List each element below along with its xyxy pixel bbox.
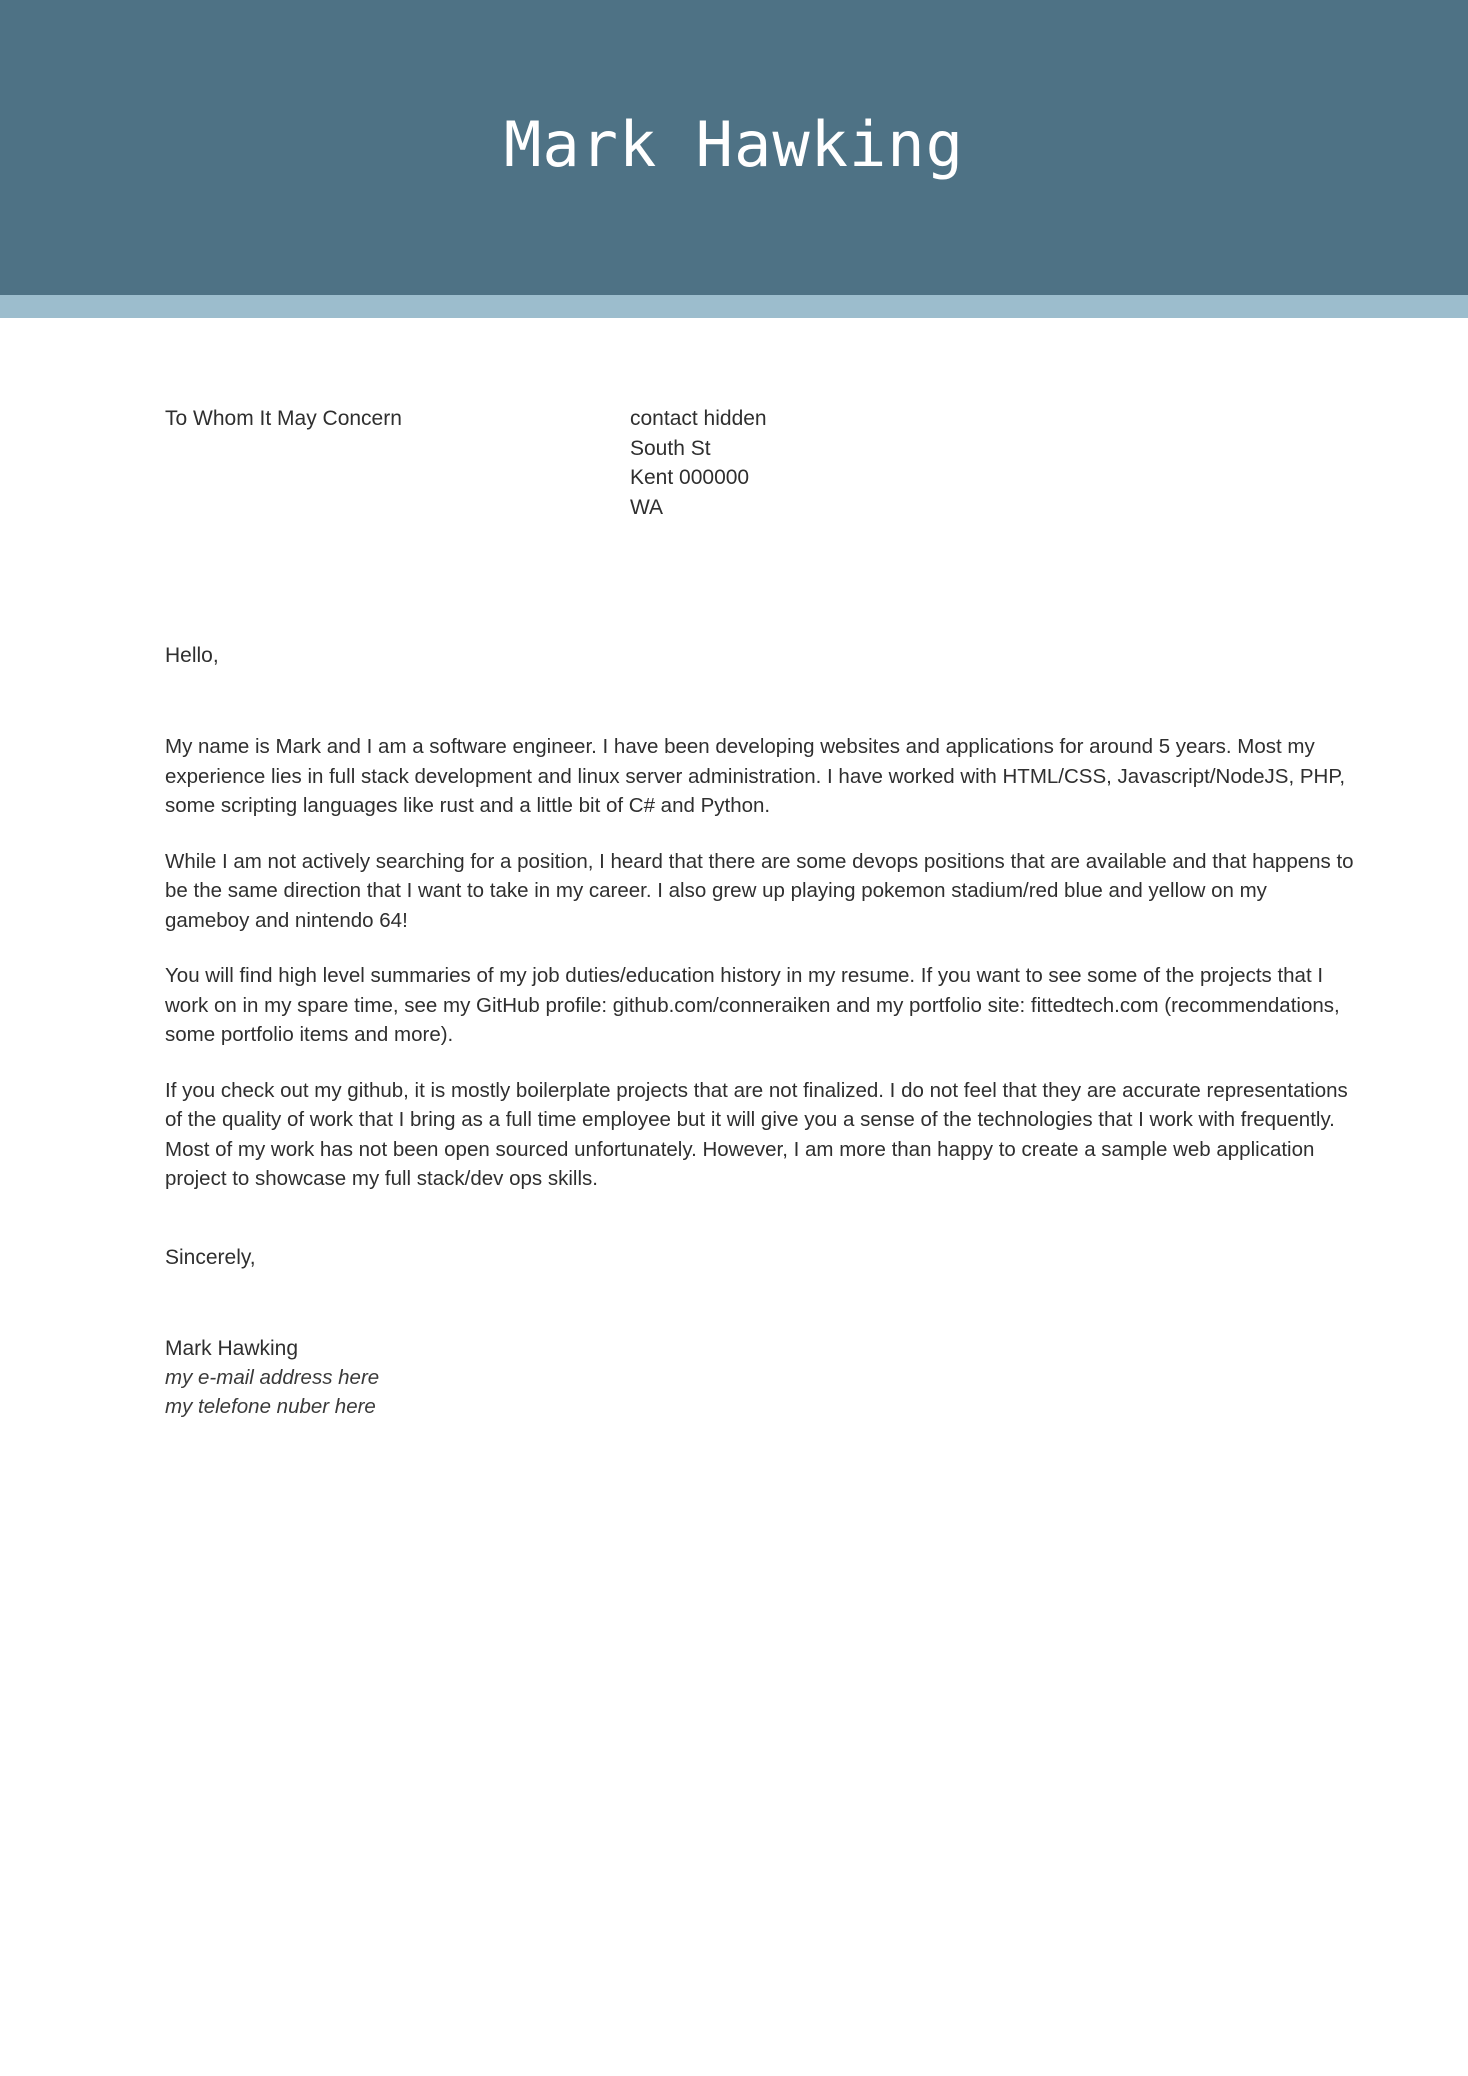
sender-address-line: WA bbox=[630, 495, 664, 519]
signature-phone-line: my telefone nuber here bbox=[165, 1394, 376, 1418]
sender-address-line: contact hidden bbox=[630, 407, 767, 430]
greeting-line: Hello, bbox=[165, 644, 219, 667]
letter-body bbox=[165, 318, 1355, 1421]
header-banner bbox=[0, 0, 1468, 295]
signature-block bbox=[165, 1334, 1355, 1421]
page-title: Mark Hawking bbox=[504, 107, 964, 181]
letter-paragraph: You will find high level summaries of my job duties/education history in my resume. If you want to see some of the projects that I work on in my spare time, see my GitHub profile: github.com/conneraiken and my portfolio site: fittedtech.com (recommendations, some portfolio items and more). bbox=[165, 964, 1340, 1046]
letter-paragraph: If you check out my github, it is mostly boilerplate projects that are not finalized. I do not feel that they are accurate representations of the quality of work that I bring as a full time employee but it will give you a sense of the technologies that I work with frequently. Most of my work has not been open sourced unfortunately. However, I am more than happy to create a sample web application project to showcase my full stack/dev ops skills. bbox=[165, 1078, 1348, 1190]
header-accent-bar bbox=[0, 295, 1468, 318]
sender-address-block bbox=[630, 404, 1355, 522]
sender-address-line: Kent 000000 bbox=[630, 466, 750, 489]
recipient-line: To Whom It May Concern bbox=[165, 407, 402, 430]
letter-paragraph: My name is Mark and I am a software engineer. I have been developing websites and applications for around 5 years. Most my experience lies in full stack development and linux server administration. I have worked with HTML/CSS, Javascript/NodeJS, PHP, some scripting languages like rust and a little bit of C# and Python. bbox=[165, 735, 1346, 817]
closing-line: Sincerely, bbox=[165, 1245, 256, 1269]
letter-paragraph: While I am not actively searching for a position, I heard that there are some devops positions that are available and that happens to be the same direction that I want to take in my career. I also grew up playing pokemon stadium/red blue and yellow on my gameboy and nintendo 64! bbox=[165, 849, 1354, 932]
signature-name: Mark Hawking bbox=[165, 1336, 299, 1360]
address-block bbox=[165, 318, 1355, 522]
letter-paragraphs bbox=[165, 732, 1355, 1194]
sender-address-line: South St bbox=[630, 436, 711, 460]
signature-email-line: my e-mail address here bbox=[165, 1365, 380, 1389]
